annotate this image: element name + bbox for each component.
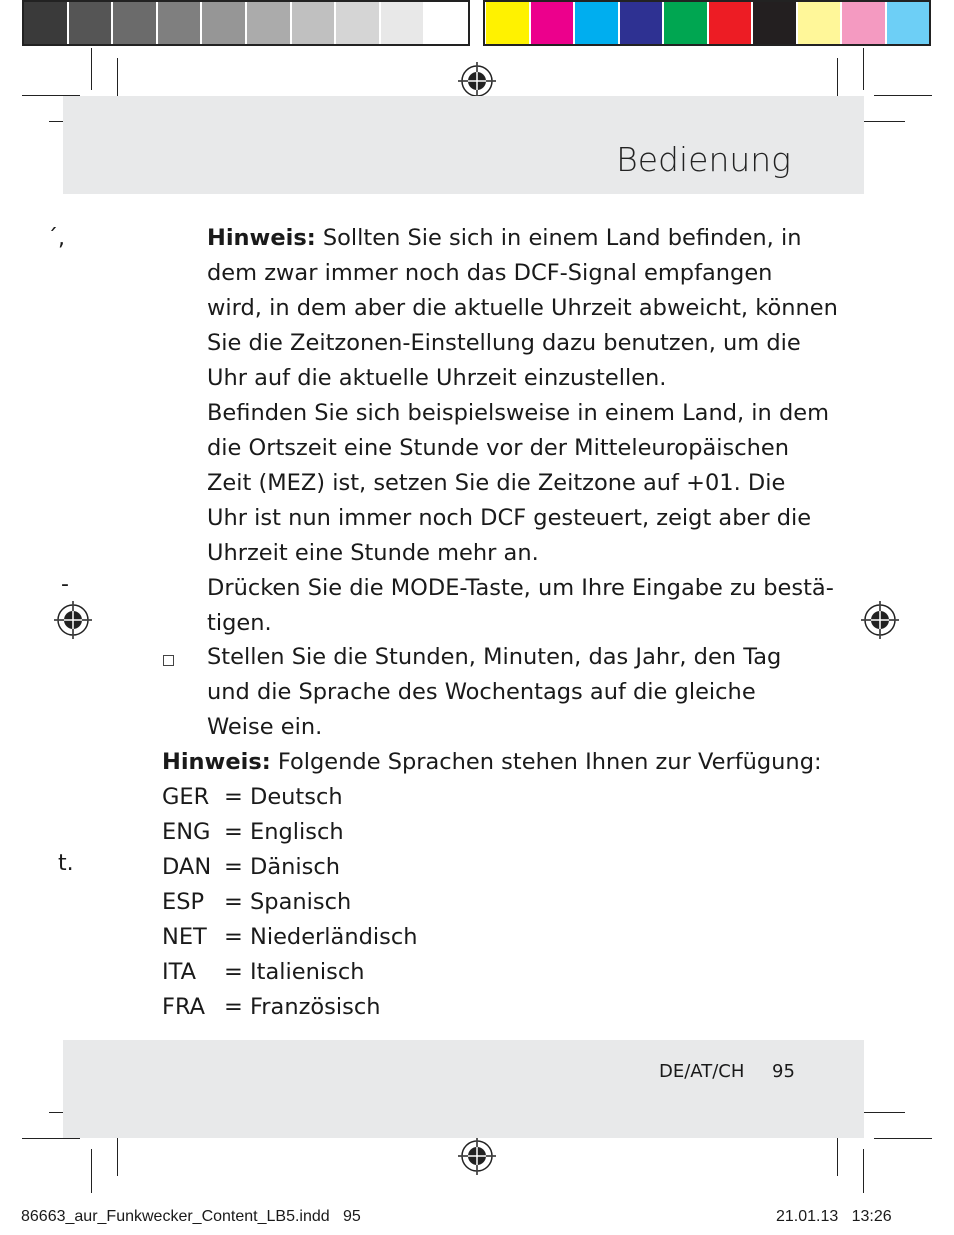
language-list [162, 780, 822, 1025]
language-row [162, 780, 822, 815]
registration-mark-bottom [458, 1137, 496, 1175]
note-text: die Ortszeit eine Stunde vor der Mitteleuropäischen [207, 435, 789, 461]
step-text: Stellen Sie die Stunden, Minuten, das Jahr, den Tag [207, 644, 782, 670]
language-name: = Französisch [224, 994, 381, 1020]
language-name: = Englisch [224, 819, 344, 845]
note-text: Befinden Sie sich beispielsweise in einem Land, in dem [207, 400, 830, 426]
footer-band [63, 1040, 864, 1138]
note-hinweis-timezone [207, 221, 838, 641]
process-bar-frame [483, 0, 931, 46]
note-text: Sie die Zeitzonen-Einstellung dazu benutzen, um die [207, 330, 801, 356]
registration-mark-top [458, 62, 496, 100]
registration-mark-left [54, 601, 92, 639]
language-name: = Deutsch [224, 784, 343, 810]
language-code: FRA [162, 994, 206, 1020]
note-label: Hinweis: [207, 225, 316, 251]
slug-datetime: 21.01.13 13:26 [776, 1208, 892, 1225]
language-name: = Italienisch [224, 959, 365, 985]
note-text: Uhr ist nun immer noch DCF gesteuert, zeigt aber die [207, 505, 812, 531]
edge-fragment-mid: - [61, 572, 69, 597]
note-text: dem zwar immer noch das DCF-Signal empfangen [207, 260, 773, 286]
language-name: = Dänisch [224, 854, 340, 880]
language-row [162, 955, 822, 990]
language-row [162, 815, 822, 850]
edge-fragment-top: ́, [58, 226, 65, 251]
language-row [162, 990, 822, 1025]
note-text: Uhrzeit eine Stunde mehr an. [207, 540, 539, 566]
slug-filename: 86663_aur_Funkwecker_Content_LB5.indd 95 [21, 1208, 361, 1225]
note-text: wird, in dem aber die aktuelle Uhrzeit abweicht, können [207, 295, 838, 321]
note-text: Uhr auf die aktuelle Uhrzeit einzustellen. [207, 365, 667, 391]
edge-fragment-lower: t. [58, 851, 74, 876]
note-text: Drücken Sie die MODE-Taste, um Ihre Eingabe zu bestä- [207, 575, 834, 601]
language-code: NET [162, 924, 207, 950]
language-code: ESP [162, 889, 205, 915]
language-code: DAN [162, 854, 212, 880]
note-text: Sollten Sie sich in einem Land befinden, in [315, 225, 802, 251]
step-text: Weise ein. [207, 714, 323, 740]
note-text: Zeit (MEZ) ist, setzen Sie die Zeitzone auf +01. Die [207, 470, 786, 496]
language-code: ITA [162, 959, 197, 985]
note-hinweis-languages [162, 745, 822, 1025]
gray-bar-frame [22, 0, 470, 46]
bullet-checkbox-icon [163, 655, 174, 666]
step-text: und die Sprache des Wochentags auf die gleiche [207, 679, 756, 705]
note-label: Hinweis: [162, 749, 271, 775]
language-name: = Niederländisch [224, 924, 418, 950]
page-title: Bedienung [616, 140, 791, 179]
language-row [162, 920, 822, 955]
note-text: tigen. [207, 610, 272, 636]
page-number: 95 [772, 1061, 795, 1082]
language-code: GER [162, 784, 210, 810]
step-set-values [207, 640, 781, 745]
language-row [162, 850, 822, 885]
language-row [162, 885, 822, 920]
registration-mark-right [861, 601, 899, 639]
language-name: = Spanisch [224, 889, 352, 915]
note-text: Folgende Sprachen stehen Ihnen zur Verfügung: [270, 749, 822, 775]
language-code: ENG [162, 819, 211, 845]
footer-locale: DE/AT/CH [659, 1061, 745, 1082]
